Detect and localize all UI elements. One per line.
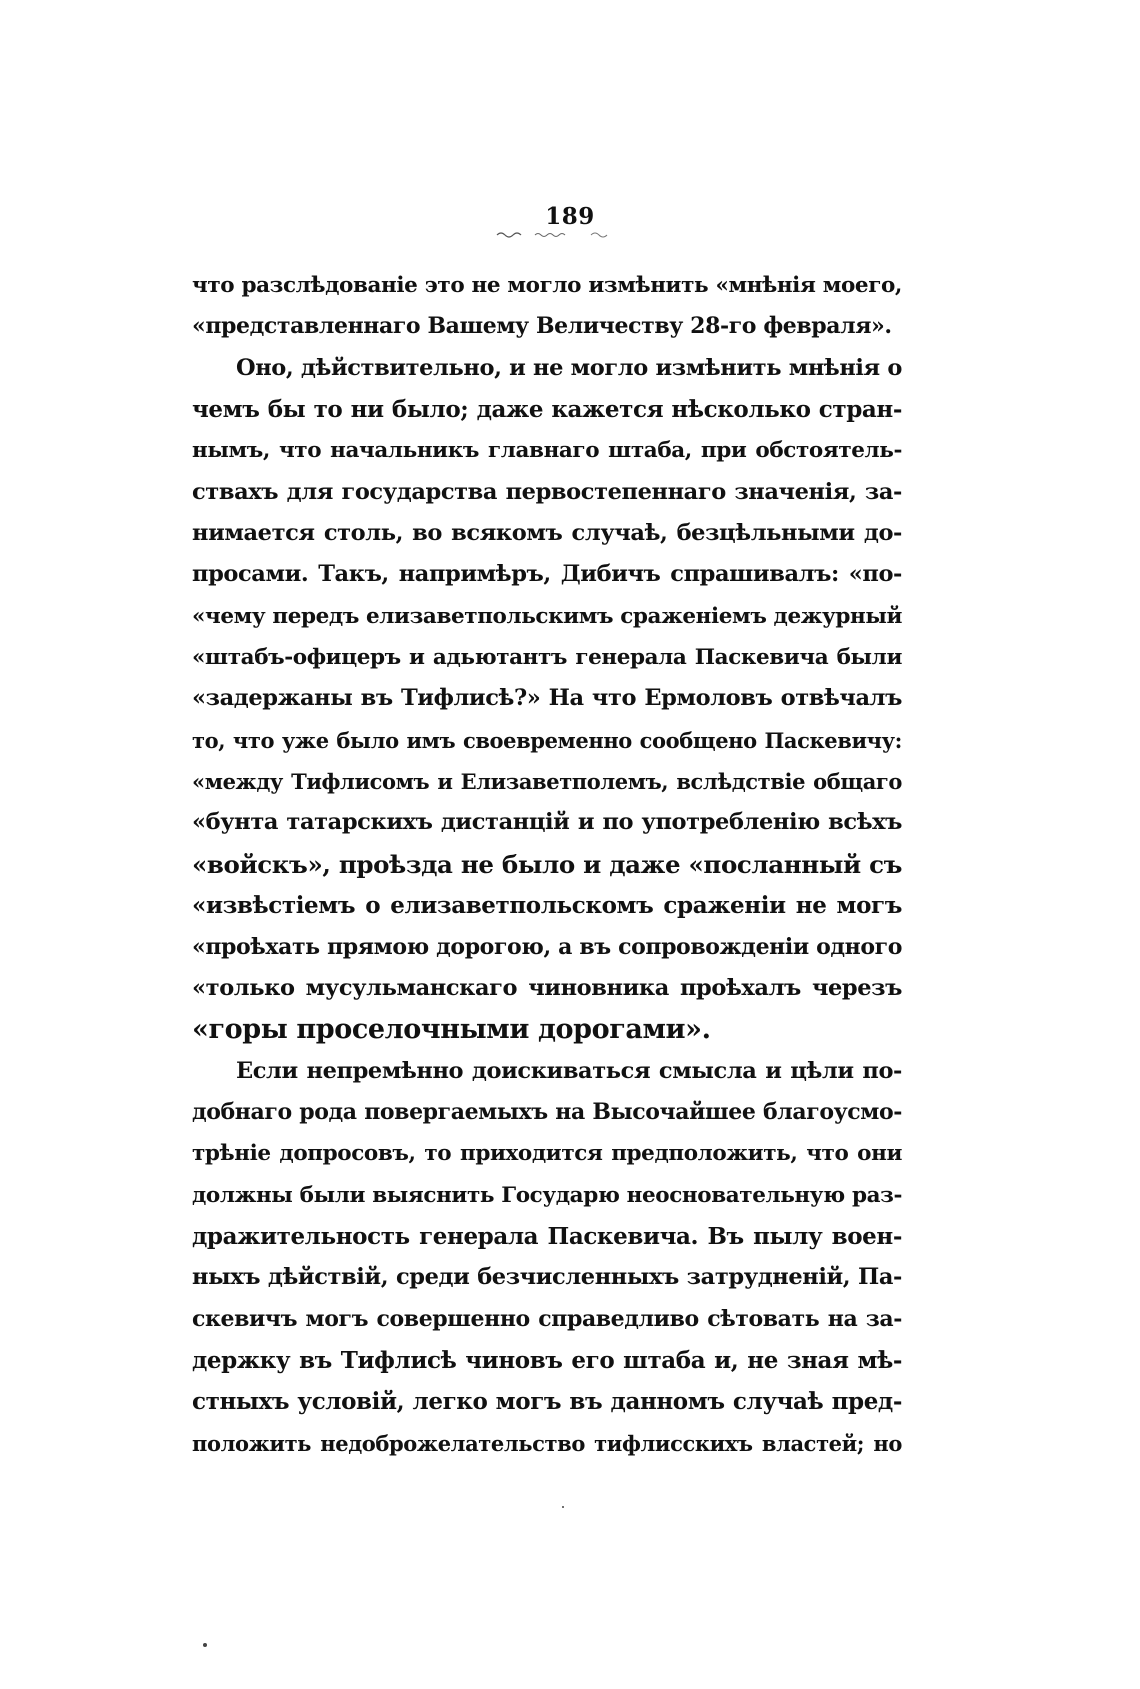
text-line: «между Тифлисомъ и Елизаветполемъ, вслѣдствіе общаго	[192, 769, 902, 795]
page-number: 189	[545, 203, 595, 230]
paragraph-1	[192, 265, 902, 348]
text-line: «проѣхать прямою дорогою, а въ сопровожденіи одного	[192, 933, 902, 960]
text-line: положить недоброжелательство тифлисскихъ властей; но	[192, 1430, 902, 1456]
text-line: трѣніе допросовъ, то приходится предположить, что они	[192, 1141, 902, 1167]
text-line: ствахъ для государства первостепеннаго значенія, за-	[192, 478, 902, 505]
text-line: «представленнаго Вашему Величеству 28-го февраля».	[192, 313, 892, 340]
text-line: Если непремѣнно доискиваться смысла и цѣли по-	[236, 1057, 902, 1084]
text-line: чемъ бы то ни было; даже кажется нѣсколько стран-	[192, 396, 902, 424]
text-line: стныхъ условій, легко могъ въ данномъ случаѣ пред-	[192, 1388, 902, 1416]
text-line: то, что уже было имъ своевременно сообщено Паскевичу:	[192, 727, 902, 753]
body-text	[192, 265, 902, 1464]
text-line: «чему передъ елизаветпольскимъ сраженіемъ дежурный	[192, 603, 903, 629]
text-line: просами. Такъ, напримѣръ, Дибичъ спрашивалъ: «по-	[192, 561, 902, 588]
text-line: «штабъ-офицеръ и адьютантъ генерала Паскевича были	[192, 645, 902, 671]
scan-speck	[203, 1643, 207, 1647]
text-line: нимается столь, во всякомъ случаѣ, безцѣльными до-	[192, 520, 902, 547]
text-line: «бунта татарскихъ дистанцій и по употребленію всѣхъ	[192, 809, 902, 836]
text-line: «только мусульманскаго чиновника проѣхалъ черезъ	[192, 974, 902, 1001]
text-line: нымъ, что начальникъ главнаго штаба, при обстоятель-	[192, 438, 902, 464]
text-line: «задержаны въ Тифлисѣ?» На что Ермоловъ отвѣчалъ	[192, 685, 902, 712]
text-line: «войскъ», проѣзда не было и даже «посланный съ	[192, 849, 902, 879]
text-line: держку въ Тифлисѣ чиновъ его штаба и, не зная мѣ-	[192, 1346, 902, 1374]
text-line: должны были выяснить Государю неосновательную раз-	[192, 1182, 902, 1208]
ornament-rule	[495, 229, 615, 241]
text-line: что разслѣдованіе это не могло измѣнить «мнѣнія моего,	[192, 273, 902, 298]
text-line: «горы проселочными дорогами».	[192, 1014, 711, 1046]
paragraph-2	[192, 348, 902, 1051]
text-line: дражительность генерала Паскевича. Въ пылу воен-	[192, 1222, 902, 1250]
text-line: Оно, дѣйствительно, и не могло измѣнить мнѣнія о	[236, 354, 902, 381]
text-line: добнаго рода повергаемыхъ на Высочайшее благоусмо-	[192, 1098, 902, 1125]
text-line: скевичъ могъ совершенно справедливо сѣтовать на за-	[192, 1305, 902, 1332]
text-line: «извѣстіемъ о елизаветпольскомъ сраженіи не могъ	[192, 892, 902, 920]
text-line: ныхъ дѣйствій, среди безчисленныхъ затрудненій, Па-	[192, 1264, 902, 1291]
scan-speck	[562, 1506, 564, 1508]
paragraph-3	[192, 1051, 902, 1464]
